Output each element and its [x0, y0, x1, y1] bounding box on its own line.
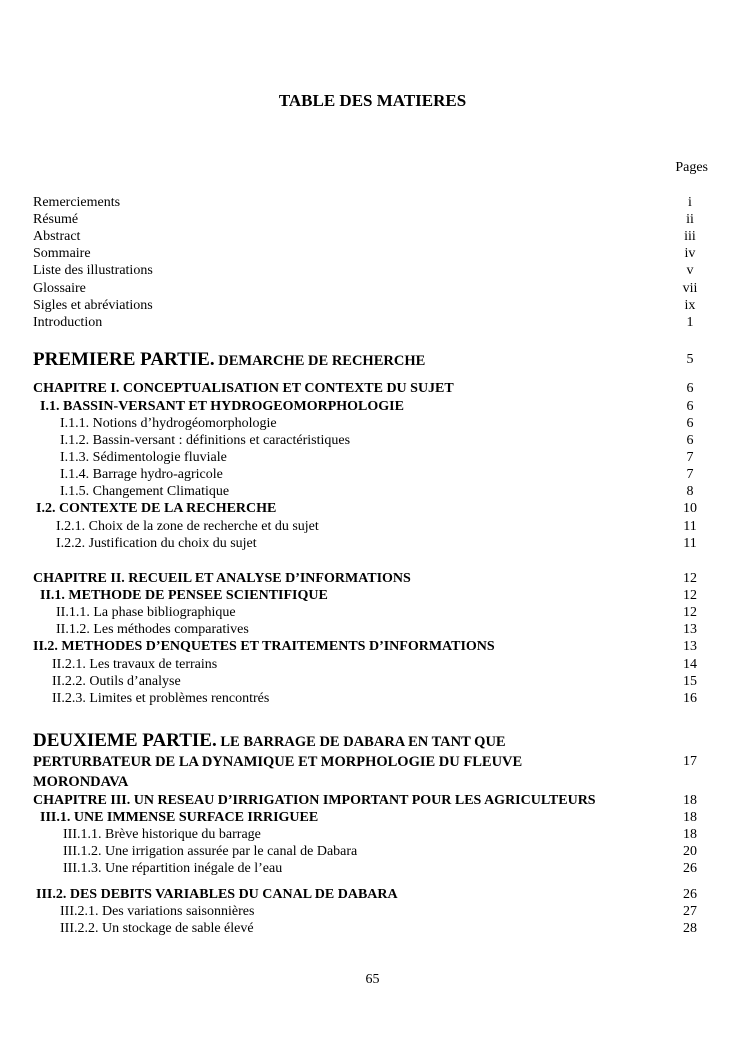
toc-entry-label: CHAPITRE II. RECUEIL ET ANALYSE D’INFORMATIONS — [33, 571, 411, 586]
toc-entry-label: PERTURBATEUR DE LA DYNAMIQUE ET MORPHOLOGIE DU FLEUVE — [33, 754, 523, 770]
toc-entry-label: II.2.1. Les travaux de terrains — [52, 657, 218, 672]
toc-entry-label: III.2.1. Des variations saisonnières — [60, 904, 255, 919]
toc-entry-label: Introduction — [33, 315, 103, 330]
toc-entry-label: III.2. DES DEBITS VARIABLES DU CANAL DE DABARA — [36, 887, 398, 902]
toc-entry-label: Sigles et abréviations — [33, 298, 153, 313]
toc-entry-label: II.1.1. La phase bibliographique — [56, 605, 236, 620]
toc-entry-page: 18 — [683, 793, 697, 808]
toc-entry-page: 20 — [683, 844, 697, 859]
part-heading: DEUXIEME PARTIE. — [33, 730, 217, 751]
toc-entry-label: CHAPITRE I. CONCEPTUALISATION ET CONTEXTE DU SUJET — [33, 381, 454, 396]
toc-entry-label: II.2.2. Outils d’analyse — [52, 674, 181, 689]
toc-entry-page: 6 — [686, 416, 694, 431]
toc-entry-page: 17 — [683, 754, 697, 769]
toc-entry-page: 11 — [683, 536, 697, 551]
toc-entry-page: 1 — [686, 315, 694, 330]
toc-entry-page: 6 — [686, 399, 694, 414]
toc-entry-label: I.1.2. Bassin-versant : définitions et caractéristiques — [60, 433, 351, 448]
toc-entry-page: 14 — [683, 657, 697, 672]
toc-entry-page: 8 — [686, 484, 694, 499]
toc-entry-label: I.2.1. Choix de la zone de recherche et du sujet — [56, 519, 319, 534]
toc-entry-page: 26 — [683, 861, 697, 876]
page-title: TABLE DES MATIERES — [278, 91, 467, 110]
toc-entry-page: 11 — [683, 519, 697, 534]
toc-entry-page: iv — [684, 246, 696, 261]
toc-entry-label: I.1.5. Changement Climatique — [60, 484, 230, 499]
toc-entry-page: 6 — [686, 433, 694, 448]
toc-entry-label: III.1. UNE IMMENSE SURFACE IRRIGUEE — [40, 810, 319, 825]
toc-entry-label: II.1. METHODE DE PENSEE SCIENTIFIQUE — [40, 588, 328, 603]
toc-entry-page: 16 — [683, 691, 697, 706]
pages-column-header: Pages — [675, 160, 708, 175]
toc-entry-label: II.2.3. Limites et problèmes rencontrés — [52, 691, 270, 706]
toc-entry-page: 12 — [683, 588, 697, 603]
toc-entry-label: MORONDAVA — [33, 774, 129, 790]
toc-entry-label: I.1.4. Barrage hydro-agricole — [60, 467, 223, 482]
toc-entry-page: 26 — [683, 887, 697, 902]
toc-entry-label: I.2.2. Justification du choix du sujet — [56, 536, 257, 551]
toc-entry-page: vii — [682, 281, 698, 296]
toc-entry-page: 5 — [686, 352, 694, 367]
toc-entry-page: 7 — [686, 450, 694, 465]
toc-entry-label: Glossaire — [33, 281, 86, 296]
toc-entry-label: II.2. METHODES D’ENQUETES ET TRAITEMENTS D’INFORMATIONS — [33, 639, 495, 654]
toc-entry-label: I.2. CONTEXTE DE LA RECHERCHE — [36, 501, 277, 516]
toc-entry-label: III.1.3. Une répartition inégale de l’eau — [63, 861, 283, 876]
toc-entry-page: 27 — [683, 904, 697, 919]
toc-entry-page: ii — [686, 212, 694, 227]
toc-entry-label: Liste des illustrations — [33, 263, 153, 278]
toc-entry-label: CHAPITRE III. UN RESEAU D’IRRIGATION IMPORTANT POUR LES AGRICULTEURS — [33, 793, 596, 808]
toc-entry-page: iii — [684, 229, 696, 244]
toc-entry-page: i — [688, 195, 692, 210]
toc-entry-page: 13 — [683, 622, 697, 637]
toc-entry-page: 10 — [683, 501, 697, 516]
toc-entry-page: 7 — [686, 467, 694, 482]
toc-entry-label: III.1.1. Brève historique du barrage — [63, 827, 261, 842]
toc-entry-page: 15 — [683, 674, 697, 689]
toc-entry-page: ix — [684, 298, 696, 313]
toc-entry-label: II.1.2. Les méthodes comparatives — [56, 622, 249, 637]
toc-entry-label: PREMIERE PARTIE. DEMARCHE DE RECHERCHE — [33, 349, 426, 370]
toc-entry-page: v — [686, 263, 694, 278]
toc-entry-page: 12 — [683, 605, 697, 620]
toc-entry-label: I.1.1. Notions d’hydrogéomorphologie — [60, 416, 277, 431]
toc-entry-page: 18 — [683, 810, 697, 825]
toc-entry-label: Abstract — [33, 229, 81, 244]
toc-entry-label: Sommaire — [33, 246, 91, 261]
toc-entry-page: 6 — [686, 381, 694, 396]
toc-entry-label: Remerciements — [33, 195, 121, 210]
toc-entry-label: DEUXIEME PARTIE. LE BARRAGE DE DABARA EN TANT QUE — [33, 730, 506, 751]
toc-entry-page: 18 — [683, 827, 697, 842]
toc-entry-page: 28 — [683, 921, 697, 936]
part-heading: PREMIERE PARTIE. — [33, 349, 215, 370]
toc-entry-label: Résumé — [33, 212, 79, 227]
toc-entry-label: III.1.2. Une irrigation assurée par le canal de Dabara — [63, 844, 358, 859]
toc-entry-label: I.1. BASSIN-VERSANT ET HYDROGEOMORPHOLOGIE — [40, 399, 404, 414]
toc-entry-label: III.2.2. Un stockage de sable élevé — [60, 921, 254, 936]
toc-entry-page: 12 — [683, 571, 697, 586]
toc-entry-page: 13 — [683, 639, 697, 654]
toc-entry-label: I.1.3. Sédimentologie fluviale — [60, 450, 227, 465]
page-number: 65 — [365, 972, 380, 987]
